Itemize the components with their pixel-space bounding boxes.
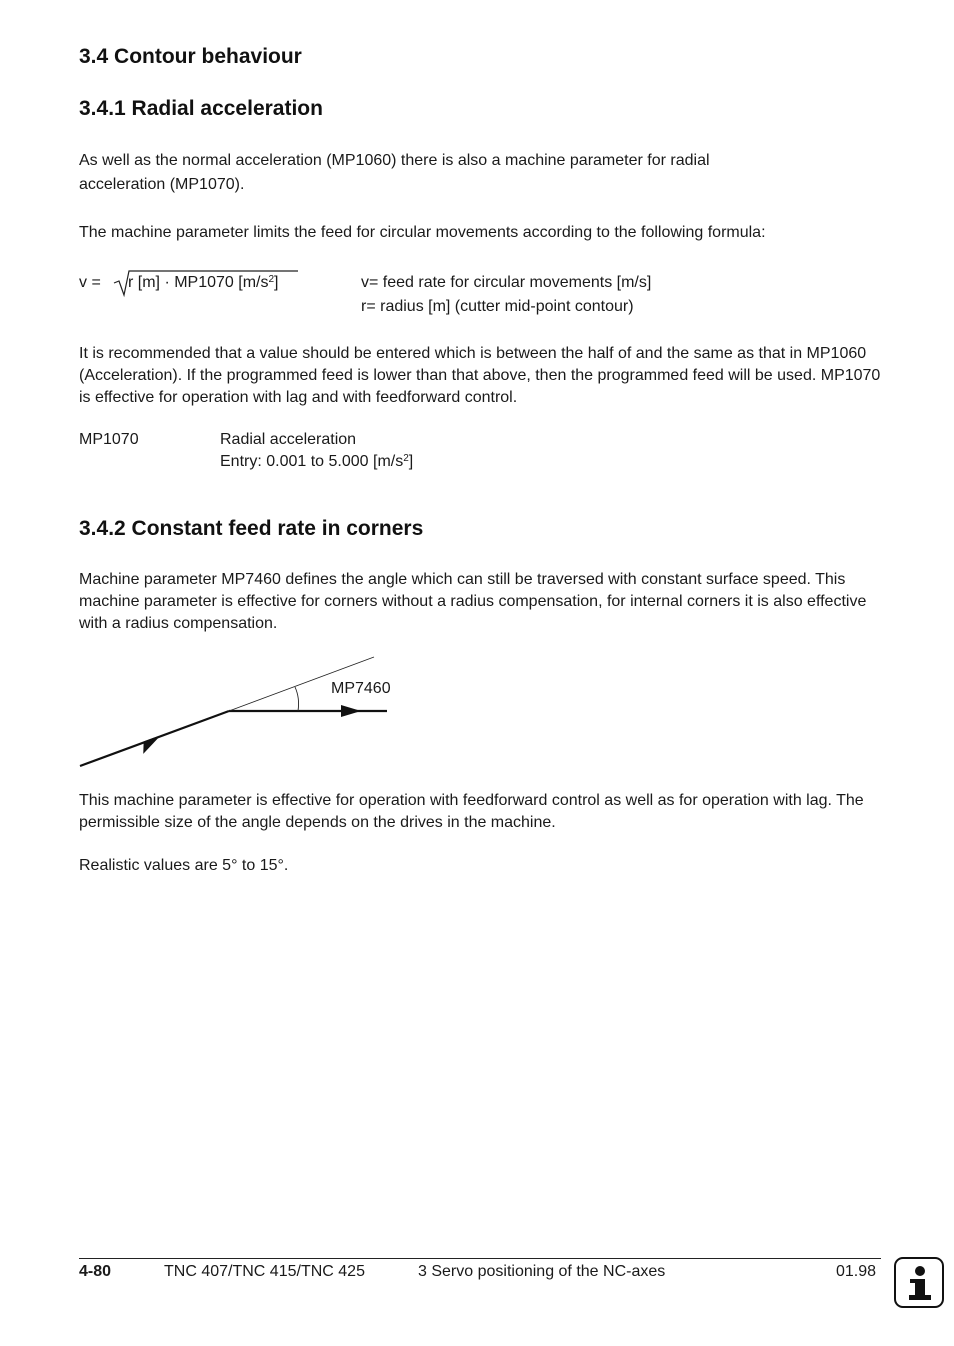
- corner-angle-diagram: [70, 650, 410, 775]
- footer-page-number: 4-80: [79, 1263, 112, 1280]
- outgoing-arrowhead: [341, 705, 361, 717]
- formula-radicand: r [m] · MP1070 $[m/s^2]$: [128, 274, 279, 291]
- corners-note-paragraph: This machine parameter is effective for operation with feedforward control as well as for operation with lag. The permissible size of the angle depends on the drives in the machine.: [79, 792, 864, 831]
- formula-legend-r: r= radius [m] (cutter mid-point contour): [361, 298, 634, 315]
- section-heading: 3.4 Contour behaviour: [79, 45, 302, 68]
- recommendation-paragraph: It is recommended that a value should be entered which is between the half of and the same as that in MP1060 (Acceleration). If the programmed feed is lower than that above, then the programmed feed will be used. MP1070 is effective for operation with lag and with feedforward control.: [79, 345, 881, 406]
- param-entry-range: Entry: 0.001 to 5.000 $[m/s^2]$: [220, 453, 414, 470]
- footer-chapter: 3 Servo positioning of the NC-axes: [418, 1263, 666, 1280]
- subsection-heading-constant-feed: 3.4.2 Constant feed rate in corners: [79, 517, 424, 540]
- formula-lhs: v =: [79, 274, 101, 291]
- info-icon: [894, 1257, 944, 1308]
- corners-paragraph: Machine parameter MP7460 defines the angle which can still be traversed with constant surface speed. This machine parameter is effective for corners without a radius compensation, for internal corners it is also effective with a radius compensation.: [79, 571, 867, 632]
- formula-intro: The machine parameter limits the feed for circular movements according to the following formula:: [79, 224, 766, 241]
- angle-arc: [295, 687, 299, 711]
- diagram-label-mp7460: MP7460: [331, 680, 391, 697]
- param-id: MP1070: [79, 431, 139, 448]
- formula-legend-v: v= feed rate for circular movements [m/s]: [361, 274, 652, 291]
- realistic-values: Realistic values are 5° to 15°.: [79, 857, 289, 874]
- footer-rule: [79, 1258, 881, 1259]
- incoming-arrowhead: [140, 736, 162, 752]
- radial-intro-line-2: acceleration (MP1070).: [79, 176, 245, 193]
- radial-intro-line-1: As well as the normal acceleration (MP1060) there is also a machine parameter for radial: [79, 152, 710, 169]
- param-name: Radial acceleration: [220, 431, 357, 448]
- footer-date: 01.98: [836, 1263, 877, 1280]
- subsection-heading-radial-acceleration: 3.4.1 Radial acceleration: [79, 97, 323, 120]
- footer-models: TNC 407/TNC 415/TNC 425: [164, 1263, 365, 1280]
